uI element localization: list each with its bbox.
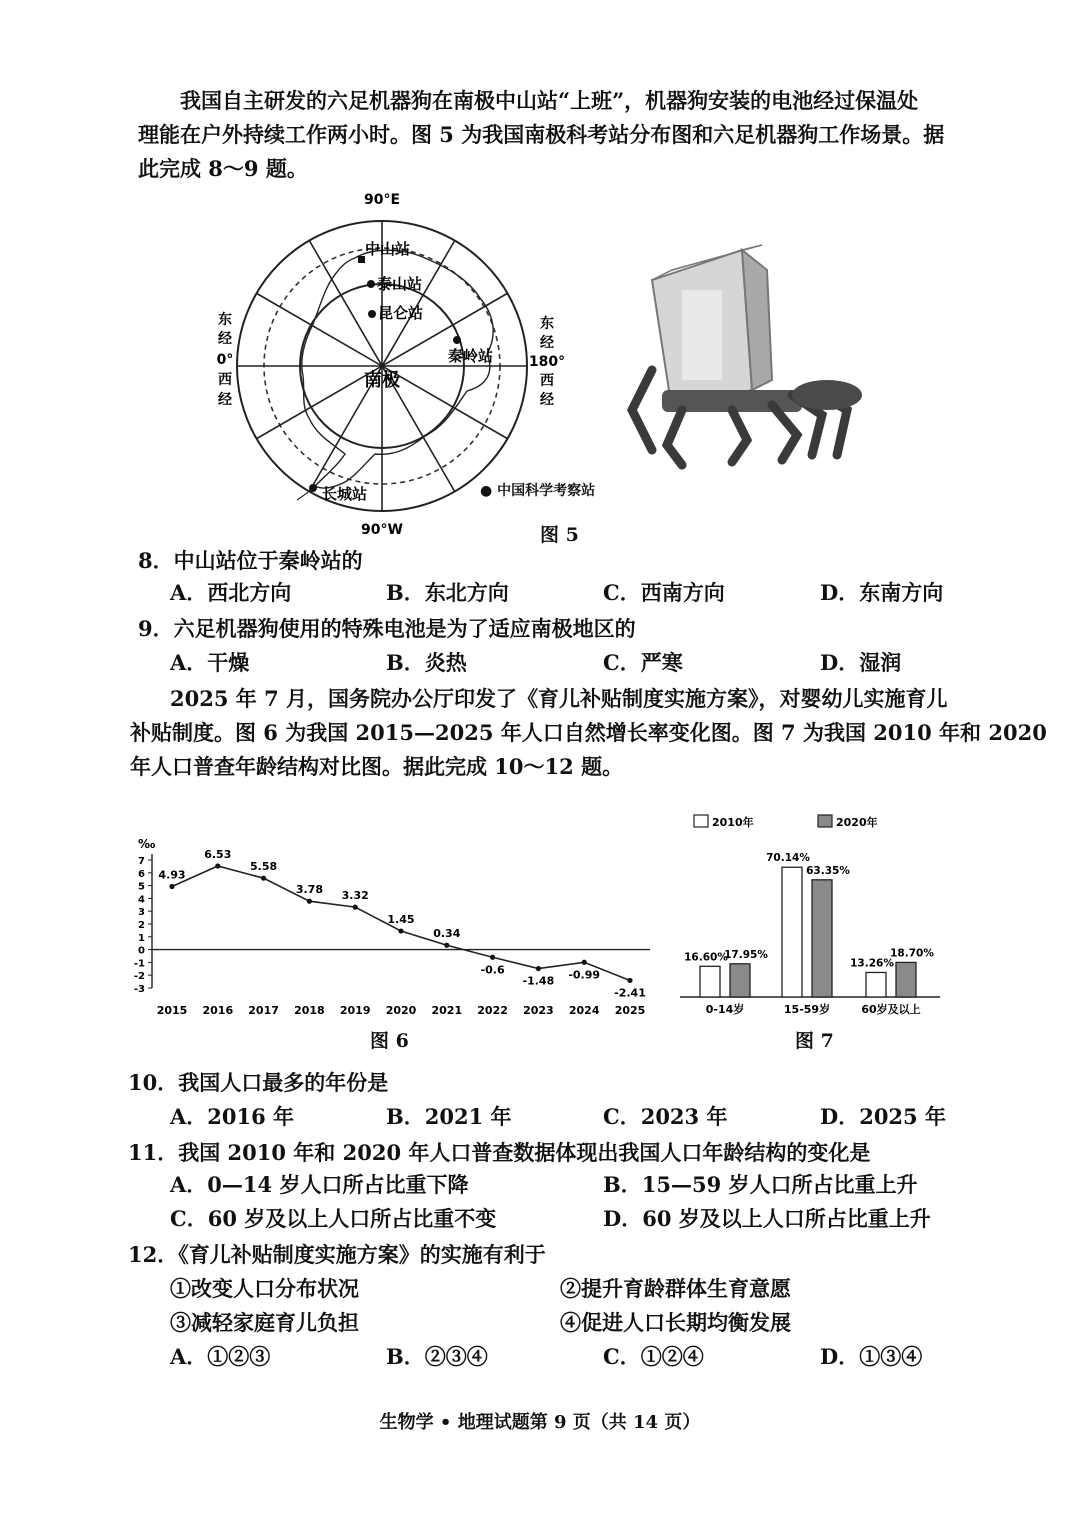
intro2-line1: 2025 年 7 月，国务院办公厅印发了《育儿补贴制度实施方案》，对婴幼儿实施育儿 (170, 686, 948, 711)
fig6-ytick-label: -2 (133, 971, 145, 983)
fig6-point (215, 863, 220, 868)
q10-option-d: D．2025 年 (820, 1104, 946, 1129)
fig6-ylabel: ‰ (138, 837, 156, 851)
map-bottom-label: 90°W (361, 522, 403, 538)
q10-option-a: A．2016 年 (170, 1104, 295, 1129)
fig7-data-label: 17.95% (724, 948, 768, 961)
fig6-xtick-label: 2025 (614, 1004, 646, 1017)
fig6-data-label: 6.53 (204, 848, 232, 862)
fig7-category-label: 60岁及以上 (861, 1003, 921, 1016)
page-footer: 生物学 • 地理试题第 9 页（共 14 页） (379, 1412, 701, 1433)
q9-option-d: D．湿润 (820, 650, 902, 675)
fig6-xtick-label: 2015 (156, 1004, 188, 1017)
fig7-data-label: 70.14% (766, 852, 810, 865)
fig6-ytick-label: -1 (133, 958, 145, 970)
fig6-ytick-label: 6 (138, 868, 145, 880)
fig6-point (261, 876, 266, 881)
fig6-xtick-label: 2023 (523, 1004, 554, 1017)
svg-text:经: 经 (218, 392, 232, 408)
intro2-line2: 补贴制度。图 6 为我国 2015—2025 年人口自然增长率变化图。图 7 为我国 2010 年和 2020 (130, 720, 1047, 745)
q12-option-a: A．①②③ (170, 1344, 271, 1369)
intro1-line2: 理能在户外持续工作两小时。图 5 为我国南极科考站分布图和六足机器狗工作场景。据 (138, 122, 945, 147)
fig6-xtick-label: 2022 (477, 1004, 508, 1017)
kunlun-station-marker (368, 310, 376, 318)
svg-text:东: 东 (540, 316, 554, 332)
q9-option-a: A．干燥 (170, 650, 250, 675)
svg-text:经: 经 (218, 331, 232, 347)
svg-text:0°: 0° (216, 352, 234, 368)
fig6-caption: 图 6 (370, 1030, 409, 1052)
q12-stem: 12．《育儿补贴制度实施方案》的实施有利于 (128, 1242, 546, 1267)
fig6-data-label: 5.58 (250, 860, 278, 874)
zhongshan-station-marker (358, 256, 365, 263)
svg-text:东: 东 (218, 312, 232, 328)
fig6-ytick-label: -3 (133, 984, 145, 995)
fig6-xtick-label: 2024 (568, 1004, 600, 1017)
q10-option-c: C．2023 年 (603, 1104, 728, 1129)
q8-stem: 8．中山站位于秦岭站的 (138, 548, 363, 573)
legend-dot-icon: ● (480, 483, 493, 499)
fig6-ytick-label: 0 (138, 945, 145, 957)
fig7-bar (812, 880, 832, 997)
intro1-line3: 此完成 8～9 题。 (138, 156, 308, 181)
fig7-bar (896, 962, 916, 997)
fig7-category-label: 0-14岁 (705, 1003, 745, 1016)
fig6-xtick-label: 2016 (202, 1004, 234, 1017)
fig6-data-label: 1.45 (387, 913, 415, 927)
q12-option-b: B．②③④ (386, 1344, 488, 1369)
fig6-data-label: 3.78 (295, 883, 323, 897)
fig6-xtick-label: 2017 (248, 1004, 279, 1017)
robot-dog-image (622, 240, 882, 480)
fig7-bar (866, 972, 886, 997)
q10-option-b: B．2021 年 (386, 1104, 512, 1129)
fig6-ytick-label: 1 (138, 932, 145, 944)
fig7-data-label: 13.26% (850, 957, 894, 970)
fig6-data-label: 4.93 (158, 868, 186, 882)
q8-option-d: D．东南方向 (820, 580, 944, 605)
q11-option-c: C．60 岁及以上人口所占比重不变 (170, 1206, 497, 1231)
fig7-caption: 图 7 (795, 1030, 834, 1052)
fig7-category-label: 15-59岁 (783, 1003, 831, 1016)
fig6-point (398, 928, 403, 933)
q12-item-2: ②提升育龄群体生育意愿 (560, 1276, 791, 1301)
q9-option-c: C．严寒 (603, 650, 683, 675)
q12-option-d: D．①③④ (820, 1344, 923, 1369)
fig7-bar-chart (670, 805, 960, 1025)
map-right-label (529, 315, 565, 408)
fig6-xtick-label: 2018 (294, 1004, 325, 1017)
svg-text:180°: 180° (528, 354, 566, 370)
fig6-point (353, 905, 358, 910)
fig6-data-label: 0.34 (433, 927, 461, 941)
zhongshan-label: 中山站 (365, 240, 411, 258)
qinling-station-marker (453, 336, 461, 344)
fig7-bar (782, 867, 802, 997)
q12-option-c: C．①②④ (603, 1344, 704, 1369)
q11-stem: 11．我国 2010 年和 2020 年人口普查数据体现出我国人口年龄结构的变化是 (128, 1140, 871, 1165)
fig6-point (536, 966, 541, 971)
fig6-ytick-label: 2 (138, 920, 145, 931)
q11-option-d: D．60 岁及以上人口所占比重上升 (603, 1206, 931, 1231)
q8-option-c: C．西南方向 (603, 580, 725, 605)
map-legend: ● 中国科学考察站 (480, 483, 596, 499)
fig6-point (444, 943, 449, 948)
fig6-data-label: -0.99 (568, 968, 601, 982)
q8-option-b: B．东北方向 (386, 580, 509, 605)
q8-option-a: A．西北方向 (170, 580, 292, 605)
map-left-label (217, 311, 234, 408)
taishan-station-marker (367, 280, 375, 288)
kunlun-label: 昆仑站 (378, 304, 424, 322)
fig6-ytick-label: 7 (138, 856, 145, 867)
fig6-line-chart (120, 820, 660, 1030)
fig6-data-label: 3.32 (341, 889, 369, 903)
intro1-line1: 我国自主研发的六足机器狗在南极中山站“上班”，机器狗安装的电池经过保温处 (180, 88, 919, 113)
intro2-line3: 年人口普查年龄结构对比图。据此完成 10～12 题。 (130, 754, 624, 779)
fig6-data-label: -1.48 (522, 974, 555, 988)
south-pole-label: 南极 (364, 370, 400, 391)
fig6-point (307, 899, 312, 904)
fig6-point (582, 960, 587, 965)
fig7-data-label: 63.35% (806, 864, 850, 877)
fig6-ytick-label: 4 (138, 894, 145, 906)
q12-item-4: ④促进人口长期均衡发展 (560, 1310, 791, 1335)
q11-option-a: A．0—14 岁人口所占比重下降 (170, 1172, 469, 1197)
changcheng-label: 长城站 (322, 485, 368, 503)
svg-text:经: 经 (540, 392, 554, 408)
fig7-bar (700, 966, 720, 997)
fig7-legend-swatch (818, 815, 832, 827)
q12-item-1: ①改变人口分布状况 (170, 1276, 359, 1301)
fig6-ytick-label: 3 (138, 907, 145, 919)
fig6-point (490, 955, 495, 960)
fig6-xtick-label: 2019 (339, 1004, 371, 1017)
fig5-caption: 图 5 (540, 524, 579, 546)
svg-text:经: 经 (540, 335, 554, 351)
fig6-ytick-label: 5 (138, 881, 145, 893)
map-top-label: 90°E (363, 192, 401, 208)
q10-stem: 10．我国人口最多的年份是 (128, 1070, 389, 1095)
taishan-label: 泰山站 (377, 275, 423, 293)
svg-text:西: 西 (218, 372, 232, 388)
fig6-data-label: -0.6 (480, 963, 505, 977)
q12-item-3: ③减轻家庭育儿负担 (170, 1310, 359, 1335)
q9-option-b: B．炎热 (386, 650, 467, 675)
q9-stem: 9．六足机器狗使用的特殊电池是为了适应南极地区的 (138, 616, 636, 641)
fig6-xtick-label: 2020 (385, 1004, 417, 1017)
fig7-data-label: 18.70% (890, 947, 934, 960)
fig6-xtick-label: 2021 (431, 1004, 463, 1017)
fig6-data-label: -2.41 (614, 986, 646, 1000)
svg-text:西: 西 (540, 373, 554, 389)
fig7-legend-label: 2020年 (836, 816, 878, 829)
fig7-bar (730, 964, 750, 997)
fig7-legend-swatch (694, 815, 708, 827)
fig7-legend-label: 2010年 (712, 816, 754, 829)
fig6-point (169, 884, 174, 889)
fig6-point (627, 978, 632, 983)
changcheng-station-marker (309, 484, 317, 492)
qinling-label: 秦岭站 (448, 347, 494, 365)
fig7-data-label: 16.60% (684, 951, 728, 964)
q11-option-b: B．15—59 岁人口所占比重上升 (603, 1172, 918, 1197)
